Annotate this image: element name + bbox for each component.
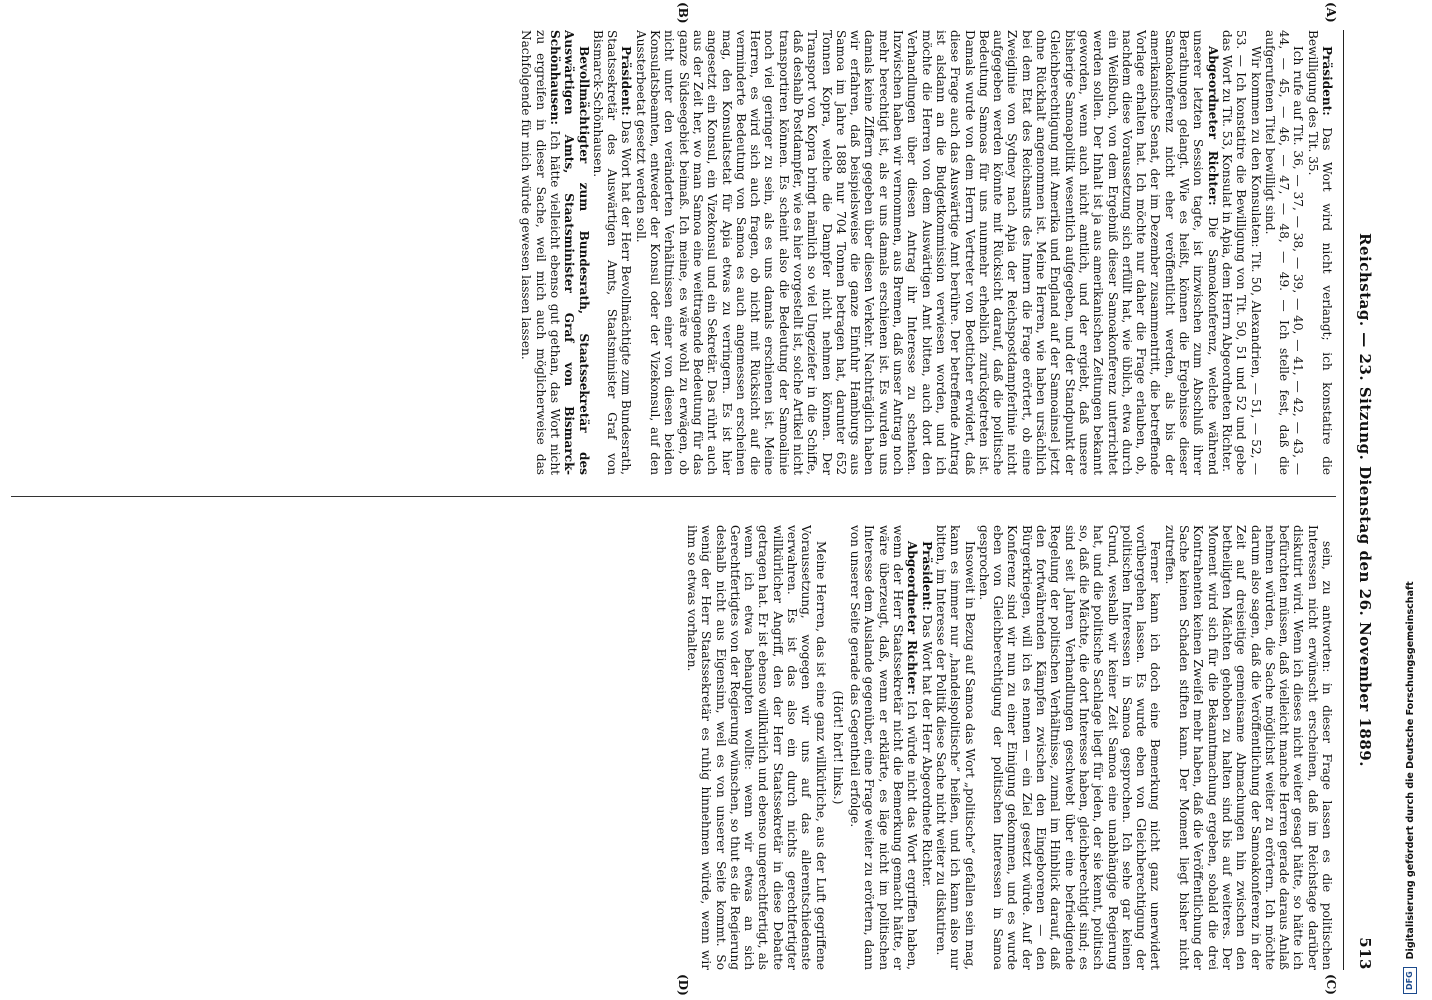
speaker-label: Präsident:: [919, 541, 934, 611]
paragraph: [934, 525, 977, 970]
paragraph: [1263, 30, 1306, 475]
interjection: (Hört! hört! links.): [830, 690, 845, 805]
margin-mark-d: (D): [676, 974, 690, 996]
speaker-label: Bevollmächtigter zum Bundesrath, Staatssekretär des Auswärtigen Amts, Staatsminister Graf von Bismarck-Schönhausen:: [547, 30, 591, 475]
paragraph-text: Wir kommen zu den Konsulaten: Tit. 50, Alexandrien, — 51, — 52, — 53. — Ich konstatire die Bewilligung von Tit. 50, 51 und 52 und gebe das Wort zu Tit. 53, Konsulat in Apia, dem Herrn Abgeordneten Richter.: [1219, 30, 1263, 475]
paragraph: [919, 525, 933, 970]
paragraph: [977, 525, 1163, 970]
paragraph-text: Das Wort hat der Herr Abgeordnete Richter.: [919, 614, 934, 888]
paragraph: [591, 30, 634, 475]
paragraph: [848, 525, 919, 970]
page-header: [1350, 30, 1374, 970]
paragraph-text: Ferner kann ich doch eine Bemerkung nicht ganz unerwidert vorübergehen lassen. Es wurde eben von Gleichberechtigung der politischen Interessen in Samoa gesprochen. Ich sehe gar keinen Grund, weshalb wir keiner Zeit Samoa eine unabhängige Regierung hat, und die politische Sachlage liegt für jeden, der sie kennt, politisch so, daß die Mächte, die dort Interesse haben, gleichberechtigt sind; es sind seit Jahren Verhandlungen geschwebt über eine befriedigende Regelung der politischen Verhältnisse, zumal im Hinblick darauf, daß den fortwährenden Kämpfen zwischen den Eingeborenen — den Bürgerkriegen, will ich es nennen — ein Ziel gesetzt würde. Auf der Konferenz sind wir nun zu einer Einigung gekommen, und es wurde eben von Gleichberechtigung der politischen Interessen in Samoa gesprochen.: [976, 525, 1163, 970]
paragraph-text: Die Samoakonferenz, welche während unserer letzten Session tagte, ist inzwischen zum Abschluß ihrer Berathungen gelangt. Wie es heißt, können die Ergebnisse dieser Samoakonferenz nicht eher veröffentlicht werden, als bis der amerikanische Senat, der im Dezember zusammentritt, die betreffende Vorlage erhalten hat. Ich möchte nur daher die Frage erlauben, ob, nachdem diese Voraussetzung sich erfüllt hat, wie üblich, etwa durch ein Weißbuch, von dem Ergebniß dieser Samoakonferenz unterrichtet werden sollen. Der Inhalt ist ja aus amerikanischen Zeitungen bekannt geworden, wenn auch nicht amtlich, und der ergiebt, daß unsere bisherige Samoapolitik wesentlich aufgegeben, und der Standpunkt der Gleichberechtigung mit Amerika und England auf der Samoainsel jetzt ohne Rückhalt angenommen ist. Meine Herren, wie haben ursächlich bei dem Etat des Reichsamts des Innern die Frage erörtert, ob eine Zweiglinie von Sydney nach Apia der Reichspostdampferlinie nicht aufgegeben werden könnte mit Rücksicht darauf, daß die politische Bedeutung Samoas für uns nunmehr erheblich zurückgetreten ist. Damals wurde von dem Herrn Vertreter von Boetticher erwidert, daß diese Frage auch das Auswärtige Amt berühre. Der betreffende Antrag ist alsdann an die Budgetkommission verwiesen worden, und ich möchte die Herren von dem Auswärtigen Amt bitten, auch dort den Verhandlungen über diesen Antrag ihr Interesse zu schenken. Inzwischen haben wir vernommen, aus Bremen, daß unser Antrag noch mehr berechtigt ist, als er uns damals erschienen ist. Es wurden uns damals keine Ziffern gegeben über diesen Verkehr. Nachträglich haben wir erfahren, daß beispielsweise die ganze Einfuhr Hamburgs aus Samoa im Jahre 1888 nur 704 Tonnen betragen hat, darunter 652 Tonnen Kopra, welche die Dampfer nicht nehmen können. Der Transport von Kopra bringt nämlich so viel Ungeziefer in die Schiffe, daß deshalb Postdampfer, wie es hier vorgestellt ist, solche Artikel nicht transportiren können. Es scheint also die Bedeutung der Samoalinie noch viel geringer zu sein, als es uns damals erschienen ist. Meine Herren, es wird sich auch fragen, ob nicht mit Rücksicht auf die verminderte Bedeutung von Samoa es auch angemessen erscheinen mag, den Konsulatsetat für Apia etwas zu verringern. Es ist hier angesetzt ein Konsul, ein Vizekonsul und ein Sekretär. Das rührt auch aus der Zeit her, wo man Samoa eine weittragende Bedeutung für das ganze Südseegebiet beimaß. Ich meine, es wäre wohl zu erwägen, ob nicht unter den veränderten Verhältnissen einer von diesen beiden Konsulatsbeamten, entweder der Konsul oder der Vizekonsul, auf den Aussterbeetat gesetzt werden soll.: [633, 30, 1220, 475]
speaker-label: Präsident:: [1320, 46, 1334, 116]
paragraph: [519, 30, 590, 475]
paragraph: [1162, 525, 1334, 970]
footer-text: Digitalisierung gefördert durch die Deutsche Forschungsgemeinschaft: [1404, 581, 1416, 960]
digitization-footer: [1398, 0, 1422, 1000]
dfg-logo: DFG: [1403, 967, 1417, 994]
speaker-label: Abgeordneter Richter:: [1205, 46, 1220, 206]
paragraph: [1305, 30, 1334, 475]
right-column: [9, 525, 1334, 970]
paragraph: [685, 525, 828, 970]
running-header: Reichstag. — 23. Sitzung. Dienstag den 26. November 1889.: [1356, 233, 1374, 767]
paragraph-text: Ich hätte vielleicht ebenso gut gethan, das Wort nicht zu ergreifen in dieser Sache, weil mich auch möglicherweise das Nachfolgende für mich würde gewesen lassen lassen.: [519, 30, 562, 475]
paragraph: [633, 30, 1219, 475]
speaker-label: Präsident:: [619, 46, 634, 116]
margin-mark-b: (B): [676, 2, 690, 24]
speaker-label: Abgeordneter Richter:: [905, 541, 920, 695]
paragraph-text: Ich würde nicht das Wort ergriffen haben, wenn der Herr Staatssekretär nicht die Bemerkung gemacht hätte, er wäre überzeugt, daß, wenn er erklärte, es läge nicht im politischen Interesse dem Auslande gegenüber, eine Frage weiter zu erörtern, dann von unserer Seite gerade das Gegentheil erfolge.: [848, 525, 920, 970]
page-number: 513: [1356, 937, 1374, 970]
column-divider: [11, 496, 1336, 497]
paragraph-text: Meine Herren, das ist eine ganz willkürliche, aus der Luft gegriffene Voraussetzung, wogegen wir uns auf das allerentschiedenste verwahren. Es ist das also ein durch nichts gerechtfertigter willkürlicher Angriff, den der Herr Staatssekretär in diese Debatte getragen hat. Er ist ebenso willkürlich und ebenso ungerechtfertigt, als wenn ich etwa behaupten wollte: wenn wir etwas an sich Gerechtfertigtes von der Regierung wünschen, so thut es die Regierung deshalb nicht aus Eigensinn, weil es von unserer Seite kommt. So wenig der Herr Staatssekretär es ruhig hinnehmen würde, wenn wir ihm so etwas vorhalten.: [684, 525, 828, 970]
paragraph: [1220, 30, 1263, 475]
paragraph-text: Das Wort hat der Herr Bevollmächtigte zum Bundesrath, Staatssekretär des Auswärtigen Amts, Staatsminister Graf von Bismarck-Schönhausen.: [590, 30, 634, 475]
paragraph-text: Insoweit in Bezug auf Samoa das Wort „politische“ gefallen sein mag, kann es immer nur „handelspolitische“ heißen, und ich kann also nur bitten, im Interesse der Politik diese Sache nicht weiter zu diskutiren.: [933, 525, 977, 970]
paragraph-text: sein, zu antworten: in dieser Frage lassen es die politischen Interessen nicht erwünscht erscheinen, daß im Reichstage darüber diskutirt wird. Wenn ich dieses nicht weiter gesagt hätte, so hätte ich befürchten müssen, daß vielleicht manche Herren gerade daraus Anlaß nehmen würden, die Sache möglichst weiter zu erörtern. Ich möchte darum also sagen, daß die Veröffentlichung der Samoakonferenz in der Zeit auf dreiseitige gemeinsame Abmachungen hin zwischen den betheiligten Mächten gehoben zu halten sind bis auf weiteres. Der Moment wird sich für die Bekanntmachung ergeben, sobald die drei Kontrahenten keinen Zweifel mehr haben, daß die Veröffentlichung der Sache keinen Schaden stiften kann. Der Moment liegt bisher nicht zutreffen.: [1162, 525, 1334, 970]
paragraph-text: Das Wort wird nicht verlangt; ich konstatire die Bewilligung des Tit. 35.: [1305, 30, 1334, 475]
paragraph-text: Ich rufe auf Tit. 36, — 37, — 38, — 39, — 40, — 41, — 42, — 43, — 44, — 45, — 46, — 47, — 48, — 49. — Ich stelle fest, daß die aufgerufenen Titel bewilligt sind.: [1262, 30, 1306, 475]
margin-mark-a: (A): [1324, 2, 1338, 23]
margin-mark-c: (C): [1324, 974, 1338, 995]
left-column: [9, 30, 1334, 475]
header-rule: [1343, 30, 1344, 970]
